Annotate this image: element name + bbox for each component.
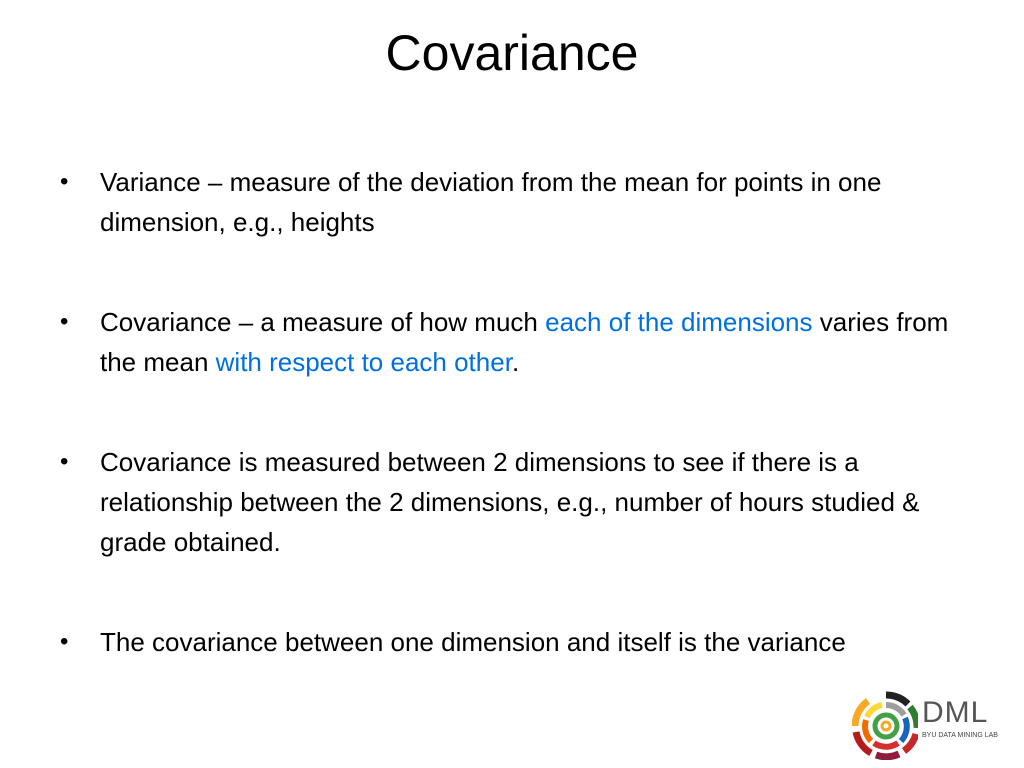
- bullet-segment: Variance – measure of the deviation from the mean for points in one dimension, e.g., heights: [100, 167, 882, 237]
- bullet-segment: .: [511, 347, 520, 377]
- bullet-highlight: with respect to each other: [215, 347, 512, 377]
- bullet-dot-icon: •: [60, 308, 69, 335]
- bullet-list: [58, 162, 968, 722]
- bullet-item: [58, 302, 968, 382]
- logo-subtitle: BYU DATA MINING LAB: [922, 732, 998, 739]
- bullet-segment: The covariance between one dimension and itself is the variance: [100, 627, 846, 657]
- bullet-highlight: each of the dimensions: [545, 307, 813, 337]
- bullet-text: [100, 447, 920, 557]
- bullet-text: [100, 167, 881, 237]
- bullet-dot-icon: •: [60, 448, 69, 475]
- bullet-dot-icon: •: [60, 168, 69, 195]
- slide-title: Covariance: [385, 25, 639, 81]
- bullet-text: [100, 307, 948, 377]
- bullet-item: [58, 162, 968, 242]
- bullet-item: [58, 622, 968, 662]
- bullet-text: [100, 627, 846, 657]
- bullet-segment: varies from the mean: [100, 307, 949, 377]
- bullet-segment: Covariance is measured between 2 dimensions to see if there is a relationship between the 2 dimensions, e.g., number of hours studied & grade obtained.: [100, 447, 920, 557]
- bullet-item: [58, 442, 968, 562]
- dml-ring-logo-icon: [852, 690, 918, 760]
- dml-logo: [852, 690, 1002, 760]
- logo-text: DML: [922, 696, 989, 729]
- bullet-dot-icon: •: [60, 628, 69, 655]
- bullet-segment: Covariance – a measure of how much: [100, 307, 546, 337]
